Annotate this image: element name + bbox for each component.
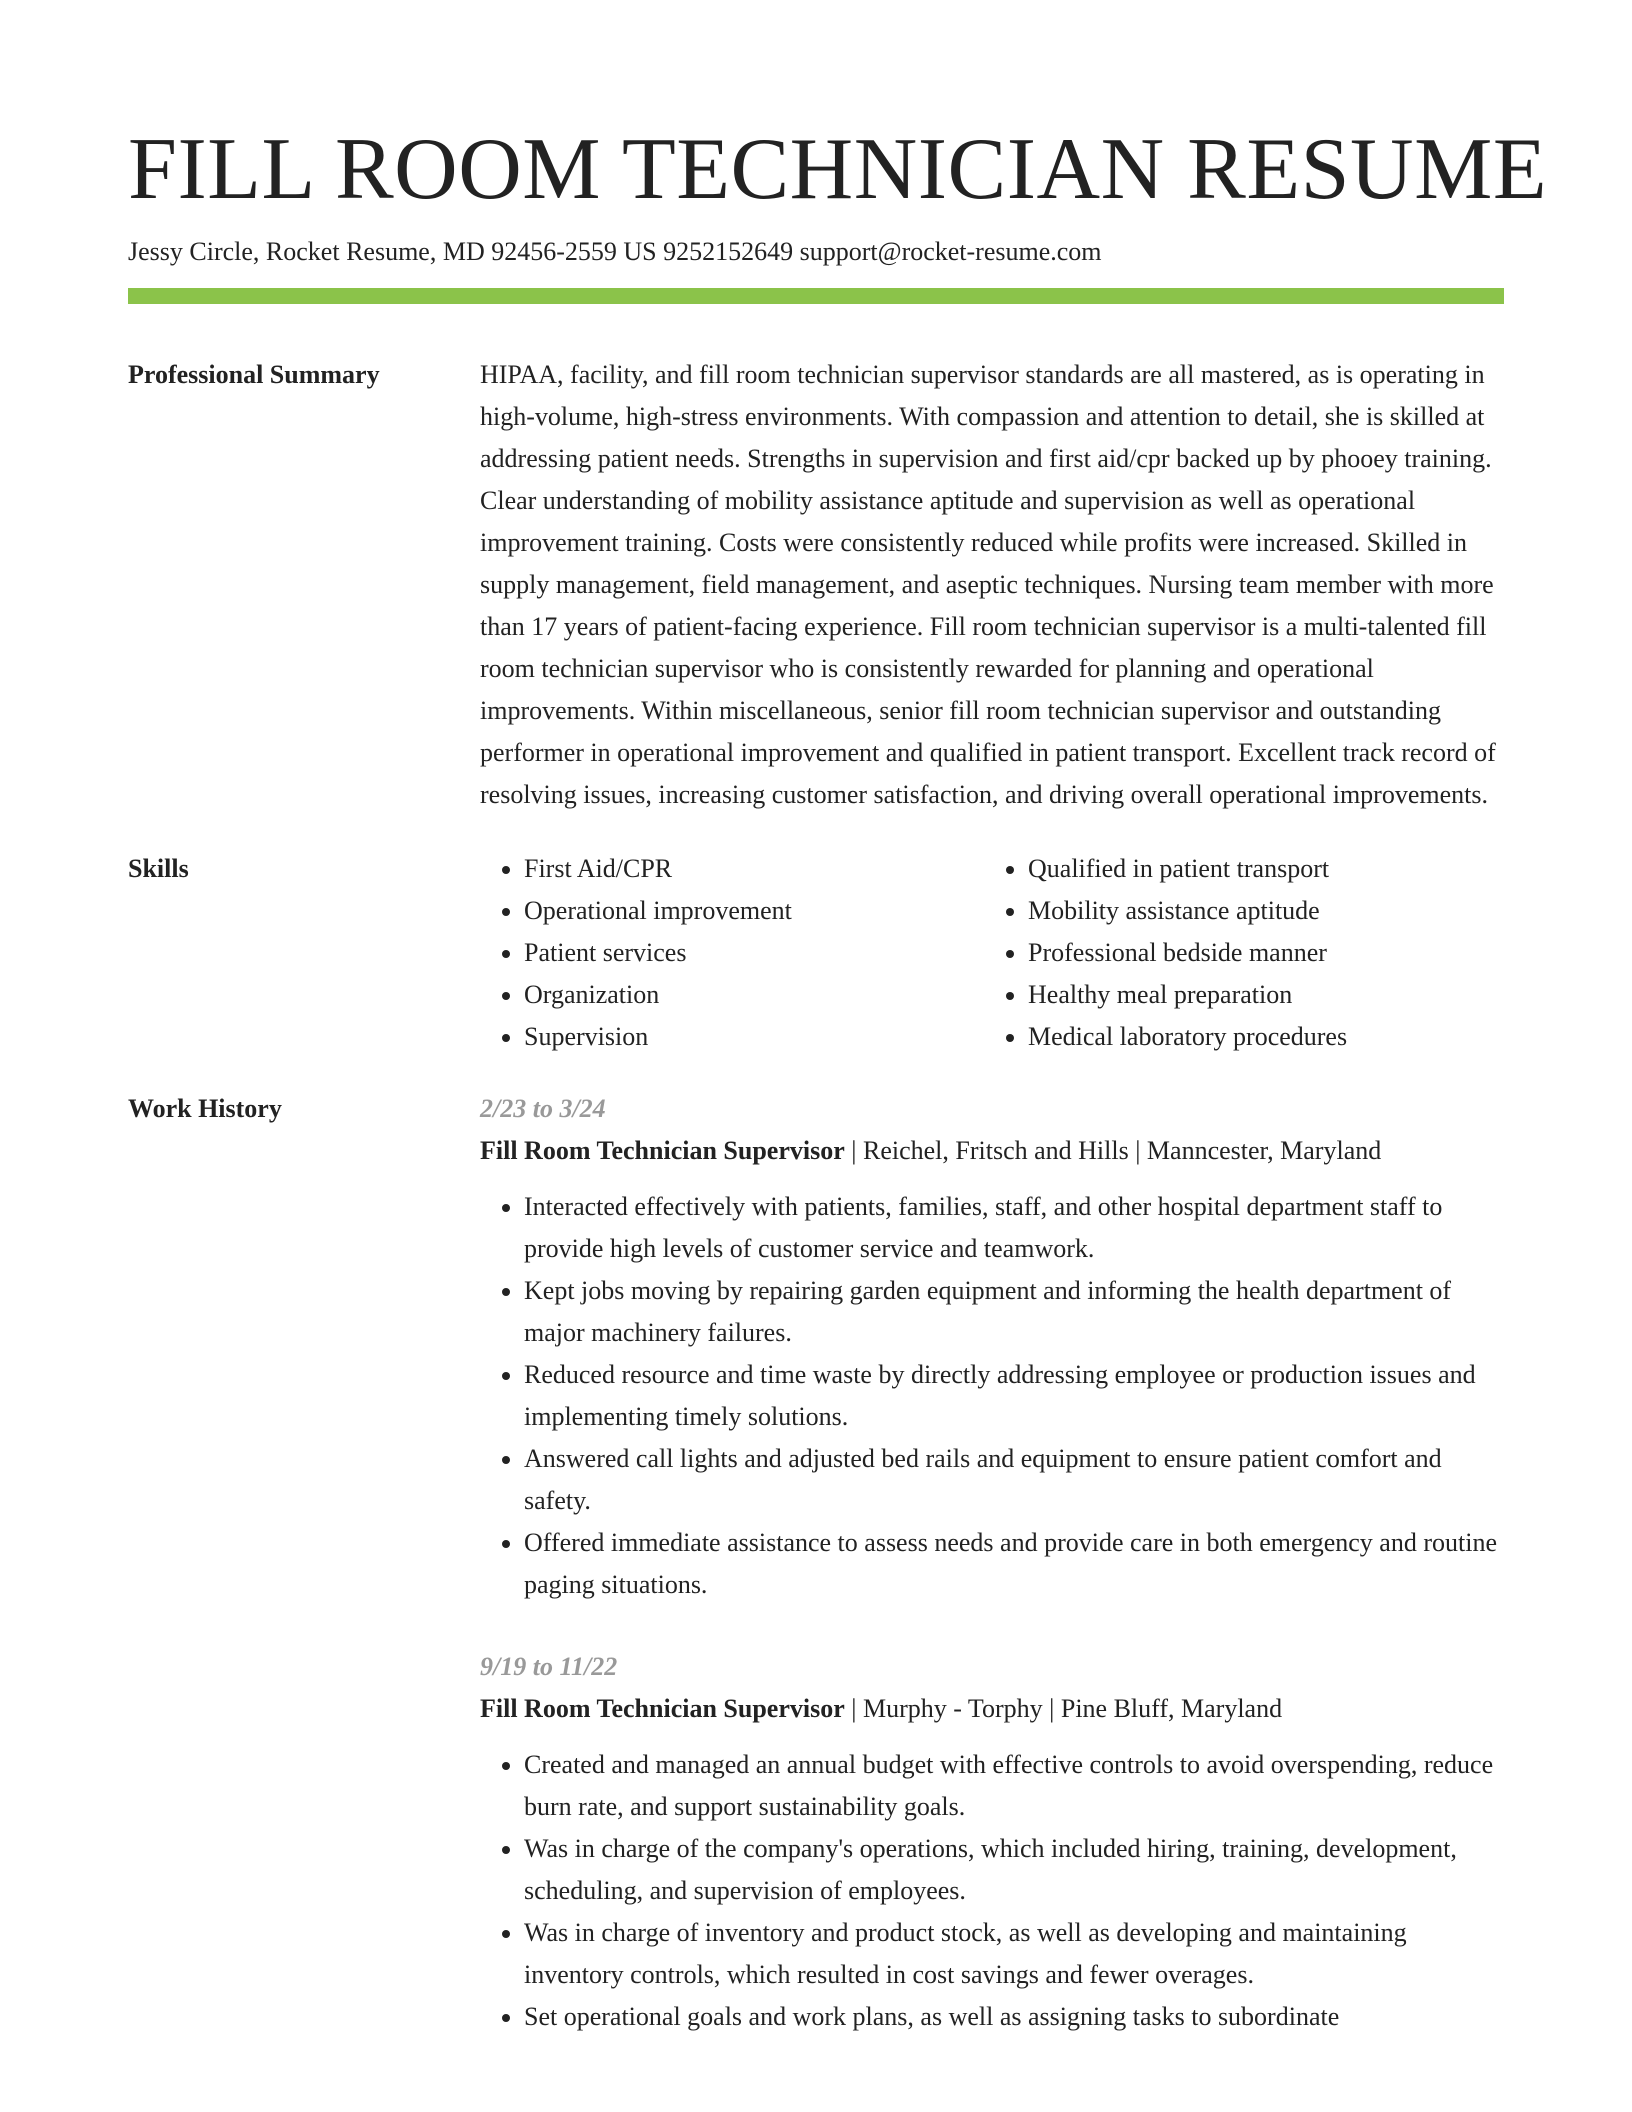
- skill-item: • Professional bedside manner: [1028, 932, 1498, 974]
- section-label-summary: Professional Summary: [128, 360, 380, 389]
- job-bullet: • Set operational goals and work plans, as well as assigning tasks to subordinate: [524, 1996, 1504, 2038]
- job-entry: [480, 1088, 1504, 1606]
- skill-item: • Patient services: [524, 932, 984, 974]
- skill-item: • Supervision: [524, 1016, 984, 1058]
- skills-column-1: [480, 848, 984, 1058]
- job-dates: 9/19 to 11/22: [480, 1652, 618, 1681]
- job-heading: [480, 1130, 1504, 1172]
- skills-grid: [480, 848, 1504, 1058]
- skill-item: • First Aid/CPR: [524, 848, 984, 890]
- job-title: Fill Room Technician Supervisor: [480, 1136, 845, 1165]
- job-bullet: • Was in charge of inventory and product stock, as well as developing and maintaining inventory controls, which resulted in cost savings and fewer overages.: [524, 1912, 1504, 1996]
- job-dates: 2/23 to 3/24: [480, 1094, 606, 1123]
- job-heading: [480, 1688, 1504, 1730]
- summary-body: [480, 354, 1504, 816]
- skill-item: • Qualified in patient transport: [1028, 848, 1498, 890]
- job-bullets: [480, 1744, 1504, 2038]
- skill-item: • Healthy meal preparation: [1028, 974, 1498, 1016]
- job-title: Fill Room Technician Supervisor: [480, 1694, 845, 1723]
- summary-text: HIPAA, facility, and fill room technician supervisor standards are all mastered, as is operating in high-volume, high-stress environments. With compassion and attention to detail, she is skilled at addressing patient needs. Strengths in supervision and first aid/cpr backed up by phooey training. Clear understanding of mobility assistance aptitude and supervision as well as operational improvement training. Costs were consistently reduced while profits were increased. Skilled in supply management, field management, and aseptic techniques. Nursing team member with more than 17 years of patient-facing experience. Fill room technician supervisor is a multi-talented fill room technician supervisor who is consistently rewarded for planning and operational improvements. Within miscellaneous, senior fill room technician supervisor and outstanding performer in operational improvement and qualified in patient transport. Excellent track record of resolving issues, increasing customer satisfaction, and driving overall operational improvements.: [480, 360, 1496, 809]
- skill-item: • Organization: [524, 974, 984, 1016]
- job-bullet: • Reduced resource and time waste by directly addressing employee or production issues and implementing timely solutions.: [524, 1354, 1504, 1438]
- professional-summary-section: [128, 354, 1504, 816]
- job-bullet: • Interacted effectively with patients, families, staff, and other hospital department staff to provide high levels of customer service and teamwork.: [524, 1186, 1504, 1270]
- contact-line: Jessy Circle, Rocket Resume, MD 92456-2559 US 9252152649 support@rocket-resume.com: [128, 237, 1102, 266]
- job-bullet: • Created and managed an annual budget with effective controls to avoid overspending, reduce burn rate, and support sustainability goals.: [524, 1744, 1504, 1828]
- job-bullet: • Answered call lights and adjusted bed rails and equipment to ensure patient comfort and safety.: [524, 1438, 1504, 1522]
- skills-body: [480, 848, 1504, 1058]
- section-label-work-history: Work History: [128, 1094, 282, 1123]
- job-bullets: [480, 1186, 1504, 1606]
- work-history-body: [480, 1088, 1504, 2038]
- skills-column-2: [984, 848, 1498, 1058]
- job-employer-location: | Reichel, Fritsch and Hills | Manncester, Maryland: [844, 1136, 1382, 1165]
- accent-divider: [128, 288, 1504, 304]
- skills-section: [128, 848, 1504, 1058]
- job-employer-location: | Murphy - Torphy | Pine Bluff, Maryland: [844, 1694, 1283, 1723]
- resume-title: FILL ROOM TECHNICIAN RESUME: [128, 121, 1548, 218]
- job-bullet: • Was in charge of the company's operations, which included hiring, training, development, scheduling, and supervision of employees.: [524, 1828, 1504, 1912]
- section-label-skills: Skills: [128, 854, 189, 883]
- skill-item: • Mobility assistance aptitude: [1028, 890, 1498, 932]
- skill-item: • Medical laboratory procedures: [1028, 1016, 1498, 1058]
- resume-page: [128, 0, 1548, 2038]
- work-history-section: [128, 1088, 1504, 2038]
- job-bullet: • Kept jobs moving by repairing garden equipment and informing the health department of major machinery failures.: [524, 1270, 1504, 1354]
- job-entry: [480, 1646, 1504, 2038]
- job-bullet: • Offered immediate assistance to assess needs and provide care in both emergency and routine paging situations.: [524, 1522, 1504, 1606]
- skill-item: • Operational improvement: [524, 890, 984, 932]
